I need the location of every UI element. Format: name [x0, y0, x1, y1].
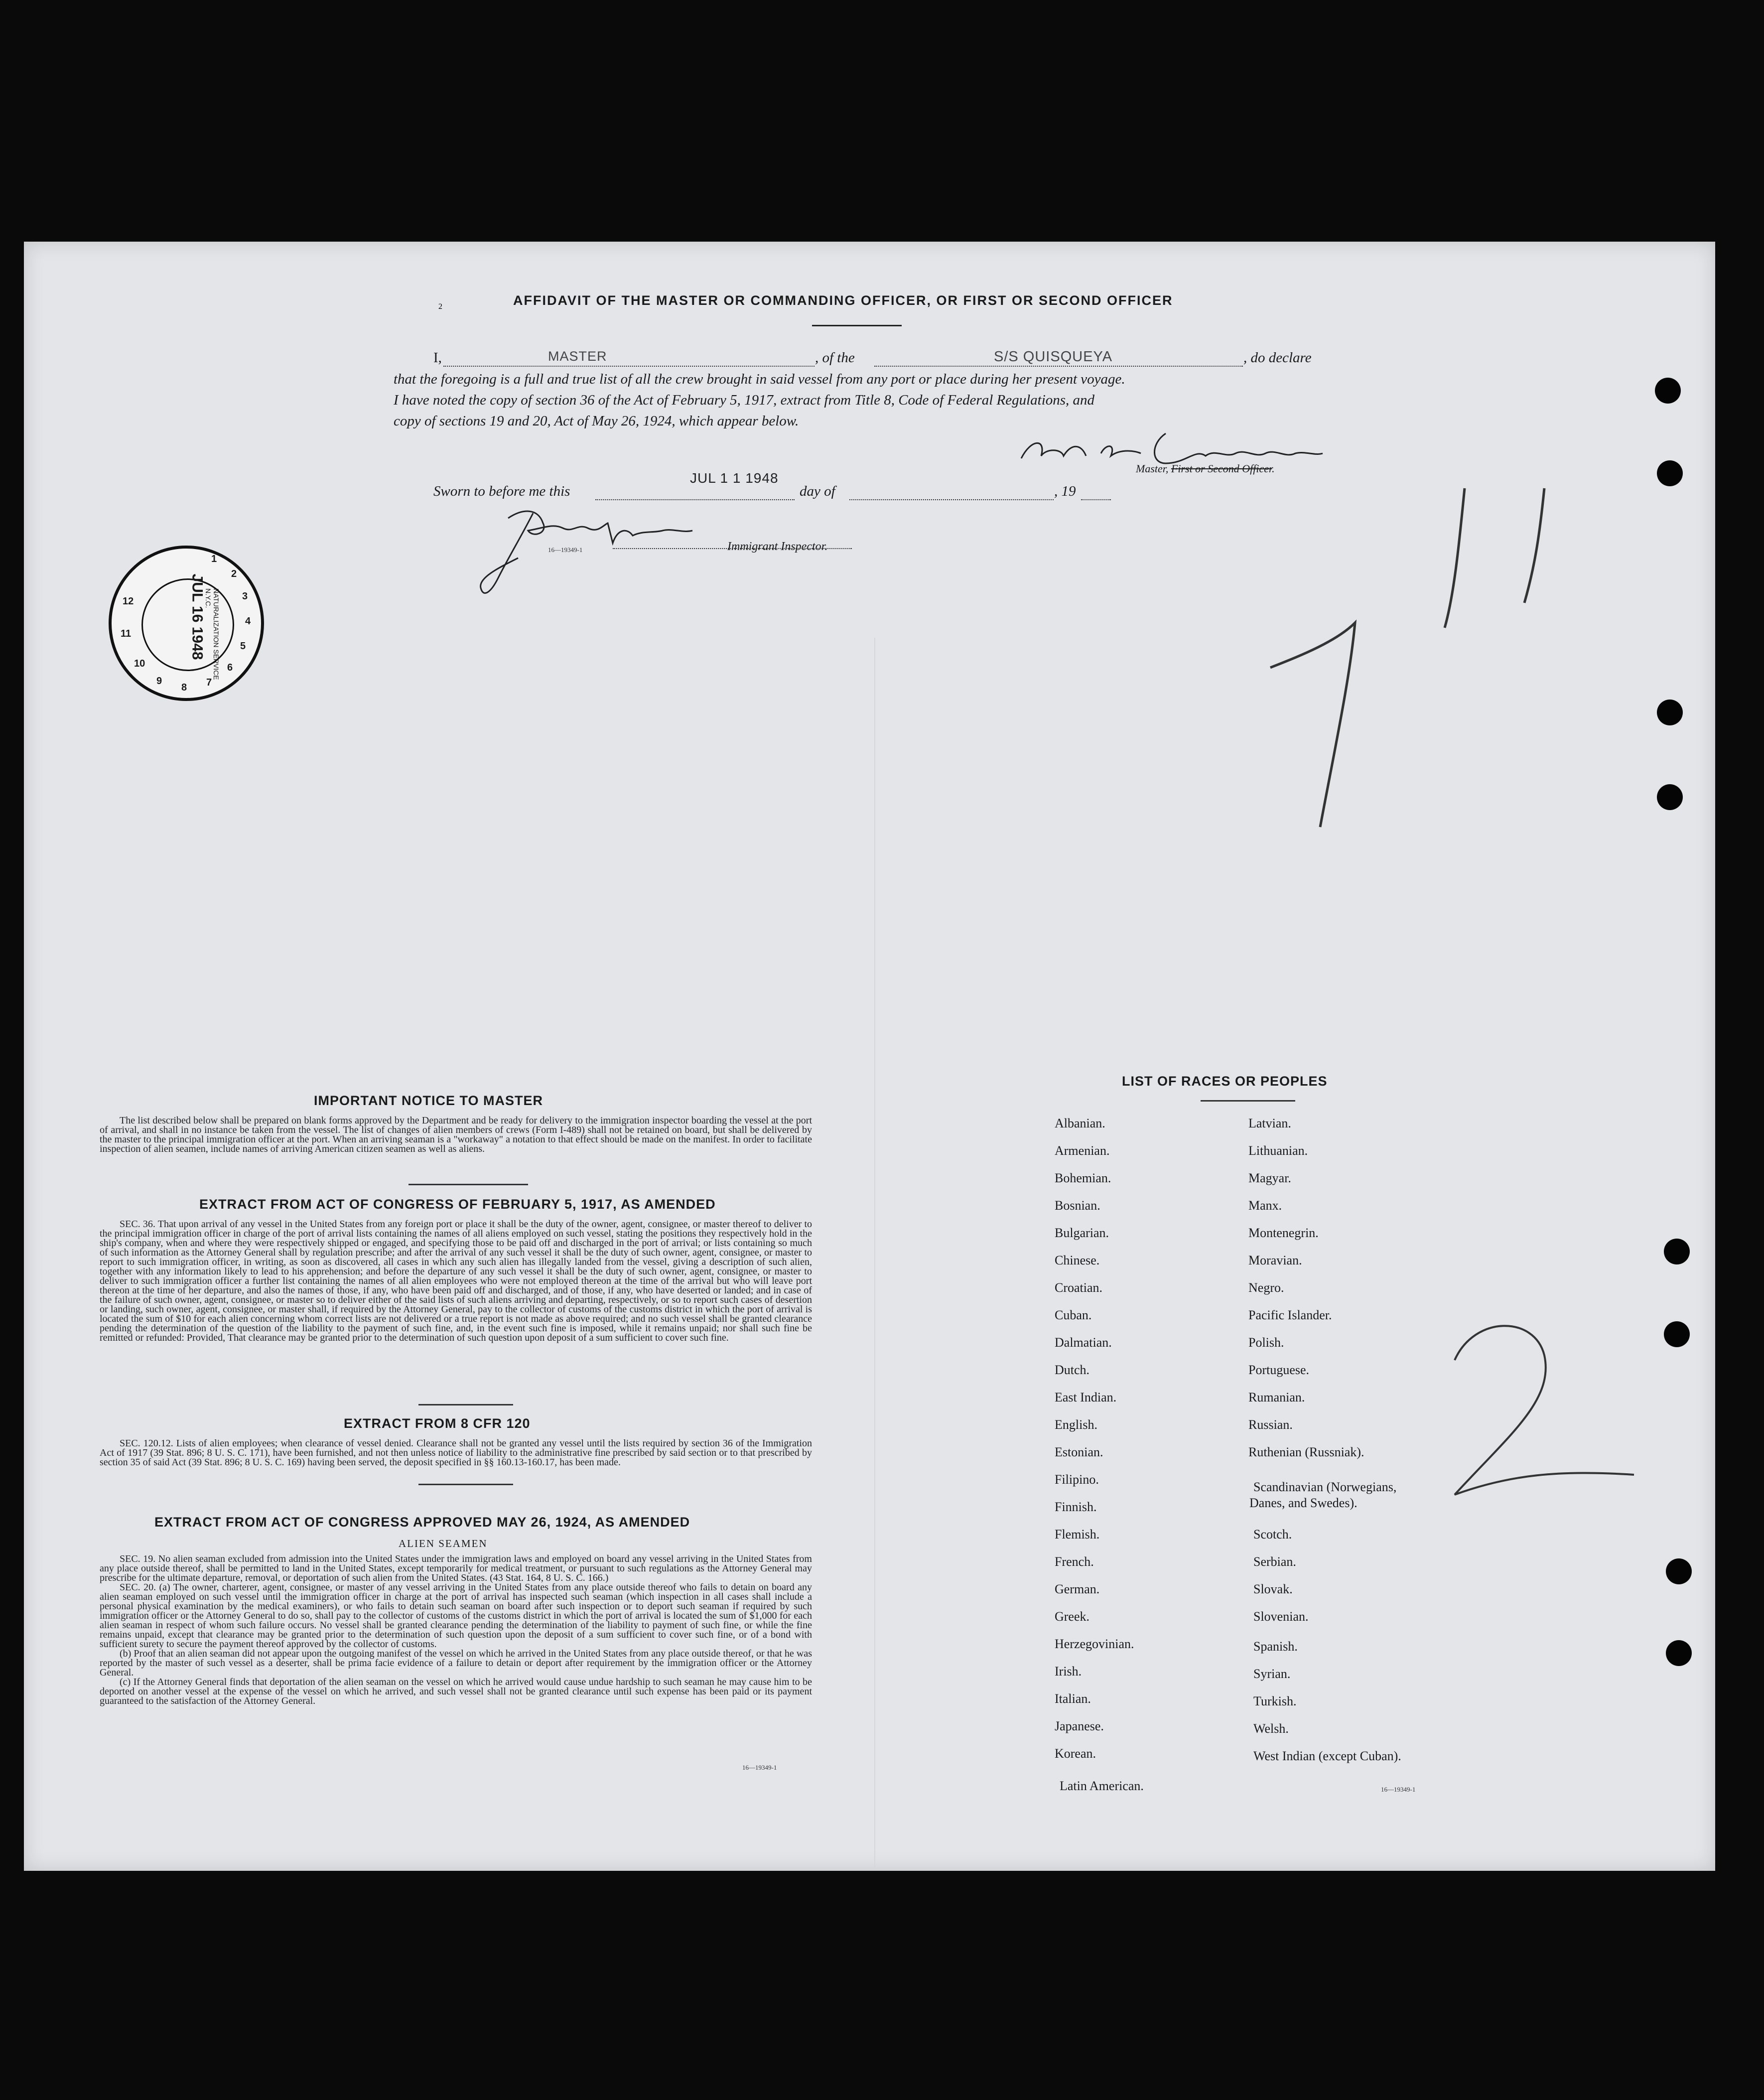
stamp-center-text	[190, 588, 220, 698]
punch-hole	[1664, 1321, 1690, 1347]
master-caption	[1136, 462, 1275, 475]
race-item: East Indian.	[1055, 1390, 1117, 1404]
master-label: Master,	[1136, 462, 1171, 475]
race-item: Danes, and Swedes).	[1249, 1496, 1357, 1510]
race-item: Dutch.	[1055, 1363, 1090, 1377]
stamp-ring-number: 10	[134, 658, 145, 669]
race-item: Chinese.	[1055, 1253, 1100, 1267]
punch-hole	[1657, 784, 1683, 810]
extract-1924-sec20b: (b) Proof that an alien seaman did not appear upon the outgoing manifest of the vessel on which he arrived in the United States from any place outside thereof, or that he was reported by the master of such vessel as a deserter, shall be prima facie evidence of a failure to detain or deport after requirement by the immigration officer or the Attorney General.	[100, 1648, 812, 1678]
naturalization-service-stamp	[109, 546, 264, 701]
day-of-label: day of	[800, 483, 835, 499]
name-field-line	[443, 351, 814, 367]
race-item: Serbian.	[1253, 1554, 1296, 1569]
stamp-ring-number: 9	[156, 676, 162, 687]
section-rule	[408, 1184, 528, 1185]
stamp-ring-number: 7	[206, 677, 212, 688]
race-item: Portuguese.	[1248, 1363, 1310, 1377]
race-item: Magyar.	[1248, 1171, 1291, 1185]
handwritten-number-7	[1255, 478, 1604, 837]
title-rule	[812, 325, 902, 326]
race-item: Pacific Islander.	[1248, 1308, 1332, 1322]
inspector-caption: Immigrant Inspector.	[727, 540, 828, 553]
inspector-signature	[478, 503, 727, 603]
right-form-number: 16—19349-1	[1381, 1786, 1416, 1793]
race-item: Spanish.	[1253, 1639, 1298, 1654]
race-item: Latvian.	[1248, 1116, 1291, 1130]
race-item: Armenian.	[1055, 1143, 1110, 1158]
extract-1924-title: EXTRACT FROM ACT OF CONGRESS APPROVED MAY 26, 1924, AS AMENDED	[154, 1515, 690, 1530]
race-item: Scandinavian (Norwegians,	[1253, 1480, 1397, 1494]
stamp-ring-number: 2	[231, 568, 237, 579]
race-item: Finnish.	[1055, 1500, 1097, 1514]
fold-line	[874, 638, 875, 1868]
race-item: French.	[1055, 1554, 1094, 1569]
race-item: Bohemian.	[1055, 1171, 1111, 1185]
race-item: Rumanian.	[1248, 1390, 1305, 1404]
race-item: Bulgarian.	[1055, 1226, 1109, 1240]
stamp-date: JUL 16 1948	[189, 573, 206, 660]
stamp-ring-number: 1	[211, 554, 217, 564]
race-item: Greek.	[1055, 1609, 1090, 1624]
race-item: Japanese.	[1055, 1719, 1104, 1733]
stamp-ring-number: 5	[240, 641, 246, 652]
race-item: Filipino.	[1055, 1472, 1099, 1487]
stamp-text-line: N.Y.C.	[204, 588, 212, 608]
sworn-date-stamp: JUL 1 1 1948	[690, 470, 779, 486]
extract-1924-sec19: SEC. 19. No alien seaman excluded from admission into the United States under the immigration laws and employed on board any vessel arriving in the United States from any place outside thereof, shall be permitted to land in the United States, except temporarily for medical treatment, or pursuant to such regulations as the Attorney General may prescribe for the ultimate departure, removal, or deportation of such alien from the United States. (43 Stat. 164, 8 U. S. C. 166.)	[100, 1553, 812, 1583]
race-item: Bosnian.	[1055, 1198, 1100, 1213]
race-item: Dalmatian.	[1055, 1335, 1112, 1350]
notice-paragraph: The list described below shall be prepared on blank forms approved by the Department and be ready for delivery to the immigration inspector boarding the vessel at the port of arrival, and shall in no instance be taken from the vessel. The list of changes of alien members of crews (Form I-489) shall not be retained on board, but shall be delivered by the master to the principal immigration officer at the port. When an arriving seaman is a "workaway" a notation to that effect should be made on the manifest. In order to facilitate inspection of alien seamen, include names of arriving American citizen seamen as well as aliens.	[100, 1115, 812, 1154]
race-item: Herzegovinian.	[1055, 1637, 1134, 1651]
stamp-text-line: NATURALIZATION	[212, 588, 220, 648]
race-item: Estonian.	[1055, 1445, 1103, 1459]
alien-seamen-subtitle: ALIEN SEAMEN	[399, 1538, 488, 1549]
extract-1917-title: EXTRACT FROM ACT OF CONGRESS OF FEBRUARY 5, 1917, AS AMENDED	[199, 1197, 716, 1212]
inspector-form-number: 16—19349-1	[548, 546, 583, 554]
race-item: Moravian.	[1248, 1253, 1302, 1267]
of-the-label: , of the	[815, 350, 855, 366]
race-item: Scotch.	[1253, 1527, 1292, 1541]
race-item: Syrian.	[1253, 1667, 1291, 1681]
race-item: Flemish.	[1055, 1527, 1100, 1541]
punch-hole	[1657, 700, 1683, 725]
race-item: Italian.	[1055, 1691, 1091, 1706]
race-item: Korean.	[1055, 1746, 1096, 1761]
extract-1917-paragraph: SEC. 36. That upon arrival of any vessel in the United States from any foreign port or place it shall be the duty of the owner, agent, consignee, or master thereof to deliver to the principal immigration officer in charge of the port of arrival lists containing the names of all aliens employed on such vessel, stating the positions they respectively hold in the ship's company, when and where they were respectively shipped or engaged, and specifying those to be paid off and discharged in the port of arrival; or lists containing so much of such information as the Attorney General shall by regulation prescribe; and after the arrival of any such vessel it shall be the duty of such owner, agent, consignee, or master to report to such immigration officer, in writing, as soon as discovered, all cases in which any such alien has illegally landed from the vessel, giving a description of such alien, together with any information likely to lead to his apprehension; and before the departure of any such vessel it shall be the duty of such owner, agent, consignee, or master to deliver to such immigration officer a further list containing the names of all alien employees who were not employed thereon at the time of the arrival but who will leave port thereon at the time of her departure, and also the names of those, if any, who have been paid off and discharged, and of those, if any, who have deserted or landed; and in case of the failure of such owner, agent, consignee, or master so to deliver either of the said lists of such aliens arriving and departing, respectively, or so to report such cases of desertion or landing, such owner, agent, consignee, or master shall, if required by the Attorney General, pay to the collector of customs of the customs district in which the port of arrival is located the sum of $10 for each alien concerning whom correct lists are not delivered or a true report is not made as above required; and no such vessel shall be granted clearance pending the determination of the question of the liability to the payment of such fine, and, in the event such fine is imposed, while it remains unpaid; nor shall such fine be remitted or refunded: Provided, That clearance may be granted prior to the determination of such question upon deposit of a sum sufficient to cover such fine.	[100, 1219, 812, 1343]
stamp-text-line: SERVICE	[212, 649, 220, 680]
extract-cfr-text	[100, 1439, 812, 1467]
race-item: Cuban.	[1055, 1308, 1092, 1322]
extract-1917-text	[100, 1220, 812, 1343]
month-field-line	[849, 484, 1054, 500]
affidavit-line-3: I have noted the copy of section 36 of the Act of February 5, 1917, extract from Title 8, Code of Federal Regulations, and	[394, 392, 1095, 408]
race-item: Slovak.	[1253, 1582, 1293, 1596]
stamp-ring-number: 6	[227, 662, 233, 673]
race-item: Negro.	[1248, 1280, 1284, 1295]
race-item: Montenegrin.	[1248, 1226, 1319, 1240]
stamp-ring-number: 12	[123, 596, 134, 607]
punch-hole	[1666, 1558, 1692, 1584]
race-item: Russian.	[1248, 1417, 1293, 1432]
race-item: Slovenian.	[1253, 1609, 1309, 1624]
extract-cfr-title: EXTRACT FROM 8 CFR 120	[344, 1416, 531, 1431]
race-item: West Indian (except Cuban).	[1253, 1749, 1401, 1763]
handwritten-2-text: 2	[438, 302, 442, 311]
punch-hole	[1664, 1239, 1690, 1264]
section-rule	[418, 1484, 513, 1485]
races-rule	[1201, 1100, 1295, 1102]
extract-1924-sec20c: (c) If the Attorney General finds that deportation of the alien seaman on the vessel on which he arrived would cause undue hardship to such seaman he may cause him to be deported on another vessel at the expense of the vessel on which he arrived, and such vessel shall not be granted clearance until such expense has been paid or its payment guaranteed to the satisfaction of the Attorney General.	[100, 1677, 812, 1706]
race-item: Irish.	[1055, 1664, 1082, 1679]
extract-1924-sec20a: SEC. 20. (a) The owner, charterer, agent, consignee, or master of any vessel arriving in the United States from any place outside thereof who fails to detain on board any alien seaman employed on such vessel until the immigration officer in charge at the port of arrival has inspected such seaman (which inspection in all cases shall include a personal physical examination by the medical examiners), or who fails to detain such seaman on board after such inspection or to deport such seaman if required by such immigration officer or the Attorney General to do so, shall pay to the collector of customs of the customs district in which the port of arrival is located the sum of $1,000 for each alien seaman in respect of whom such failure occurs. No vessel shall be granted clearance pending the determination of the liability to payment of such fine, or while the fine remains unpaid, except that clearance may be granted prior to the determination of such question upon the deposit of a sum sufficient to cover such fine, or of a bond with sufficient surety to secure the payment thereof approved by the collector of customs.	[100, 1582, 812, 1650]
do-declare-label: , do declare	[1243, 350, 1312, 366]
race-item: German.	[1055, 1582, 1100, 1596]
sworn-label: Sworn to before me this	[433, 483, 570, 499]
race-item: Latin American.	[1060, 1779, 1144, 1793]
vessel-field-value: S/S QUISQUEYA	[994, 349, 1113, 365]
race-item: English.	[1055, 1417, 1097, 1432]
extract-cfr-paragraph: SEC. 120.12. Lists of alien employees; when clearance of vessel denied. Clearance shall not be granted any vessel until the lists required by section 36 of the Immigration Act of 1917 (39 Stat. 896; 8 U. S. C. 171), have been furnished, and not then unless notice of liability to the administrative fine prescribed by said section or to that prescribed by section 35 of said Act (39 Stat. 896; 8 U. S. C. 169) having been served, the deposit specified in §§ 160.13-160.17, has been made.	[100, 1438, 812, 1468]
race-item: Ruthenian (Russniak).	[1248, 1445, 1364, 1459]
race-item: Turkish.	[1253, 1694, 1297, 1708]
race-item: Albanian.	[1055, 1116, 1105, 1130]
race-item: Croatian.	[1055, 1280, 1103, 1295]
affidavit-line-4: copy of sections 19 and 20, Act of May 26, 1924, which appear below.	[394, 413, 799, 429]
races-title: LIST OF RACES OR PEOPLES	[1122, 1074, 1328, 1089]
struck-officer-label: First or Second Officer	[1171, 462, 1272, 475]
affidavit-pronoun: I,	[433, 350, 442, 366]
punch-hole	[1655, 378, 1681, 404]
race-item: Polish.	[1248, 1335, 1284, 1350]
year-field-line	[1081, 484, 1111, 500]
name-field-value: MASTER	[548, 349, 607, 364]
left-form-number: 16—19349-1	[742, 1764, 777, 1771]
race-item: Welsh.	[1253, 1721, 1289, 1736]
punch-hole	[1666, 1640, 1692, 1666]
notice-text	[100, 1116, 812, 1154]
year-label: , 19	[1054, 483, 1076, 499]
caption-period: .	[1272, 462, 1275, 475]
stamp-ring-number: 4	[245, 616, 251, 627]
stamp-ring-number: 8	[181, 682, 187, 693]
stamp-ring-number: 3	[242, 591, 248, 602]
extract-1924-text	[100, 1554, 812, 1706]
punch-hole	[1657, 460, 1683, 486]
section-rule	[418, 1404, 513, 1405]
affidavit-title: AFFIDAVIT OF THE MASTER OR COMMANDING OFFICER, OR FIRST OR SECOND OFFICER	[513, 293, 1173, 308]
affidavit-line-2: that the foregoing is a full and true list of all the crew brought in said vessel from any port or place during her present voyage.	[394, 371, 1125, 387]
stamp-ring-number: 11	[121, 628, 132, 639]
race-item: Lithuanian.	[1248, 1143, 1308, 1158]
stamp-inner-ring	[141, 578, 234, 671]
notice-title: IMPORTANT NOTICE TO MASTER	[314, 1093, 543, 1108]
sworn-date-line	[595, 484, 795, 500]
race-item: Manx.	[1248, 1198, 1282, 1213]
